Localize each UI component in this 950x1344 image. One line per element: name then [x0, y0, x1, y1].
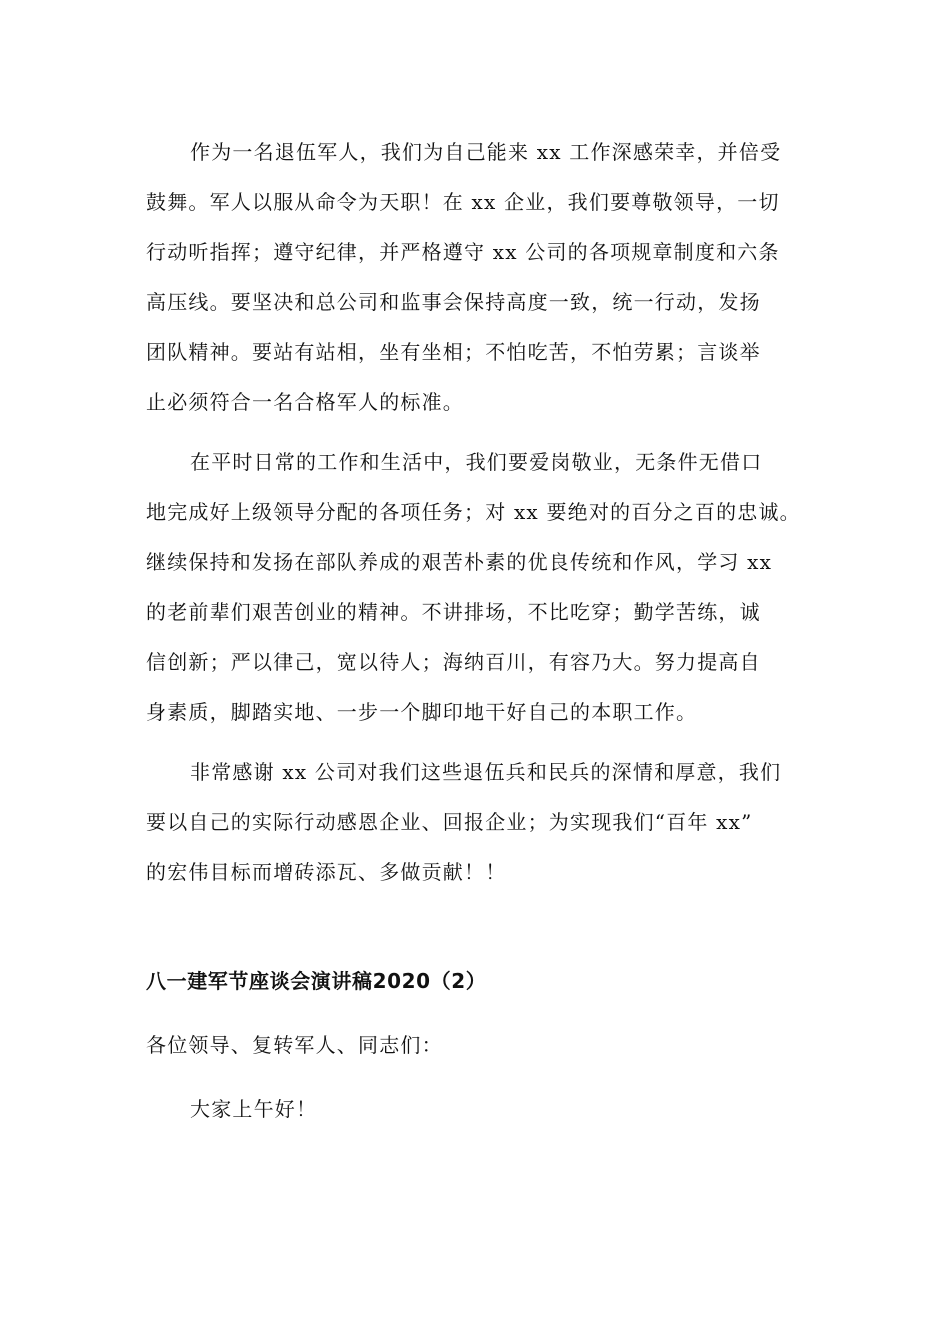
paragraph-2: [146, 437, 826, 737]
paragraph-line: 信创新；严以律己，宽以待人；海纳百川，有容乃大。努力提高自: [146, 650, 761, 674]
paragraph-line: 止必须符合一名合格军人的标准。: [146, 390, 464, 414]
paragraph-line: 在平时日常的工作和生活中，我们要爱岗敬业，无条件无借口: [190, 450, 763, 474]
paragraph-line: 继续保持和发扬在部队养成的艰苦朴素的优良传统和作风，学习 xx: [146, 550, 773, 574]
paragraph-line: 鼓舞。军人以服从命令为天职！在 xx 企业，我们要尊敬领导，一切: [146, 190, 780, 214]
paragraph-line: 高压线。要坚决和总公司和监事会保持高度一致，统一行动，发扬: [146, 290, 761, 314]
paragraph-line: 要以自己的实际行动感恩企业、回报企业；为实现我们“百年 xx”: [146, 810, 753, 834]
paragraph-line: 身素质，脚踏实地、一步一个脚印地干好自己的本职工作。: [146, 700, 698, 724]
paragraph-line: 的老前辈们艰苦创业的精神。不讲排场，不比吃穿；勤学苦练，诚: [146, 600, 761, 624]
paragraph-line: 团队精神。要站有站相，坐有坐相；不怕吃苦，不怕劳累；言谈举: [146, 340, 761, 364]
paragraph-1: [146, 127, 826, 427]
paragraph-line: 作为一名退伍军人，我们为自己能来 xx 工作深感荣幸，并倍受: [190, 140, 782, 164]
paragraph-line: 的宏伟目标而增砖添瓦、多做贡献！！: [146, 860, 507, 884]
section-heading: 八一建军节座谈会演讲稿2020（2）: [146, 969, 487, 993]
paragraph-line: 行动听指挥；遵守纪律，并严格遵守 xx 公司的各项规章制度和六条: [146, 240, 780, 264]
paragraph-line: 地完成好上级领导分配的各项任务；对 xx 要绝对的百分之百的忠诚。: [146, 500, 801, 524]
salutation: 各位领导、复转军人、同志们：: [146, 1033, 443, 1057]
paragraph-line: 非常感谢 xx 公司对我们这些退伍兵和民兵的深情和厚意，我们: [190, 760, 782, 784]
paragraph-3: [146, 747, 826, 897]
greeting: 大家上午好！: [190, 1097, 318, 1121]
